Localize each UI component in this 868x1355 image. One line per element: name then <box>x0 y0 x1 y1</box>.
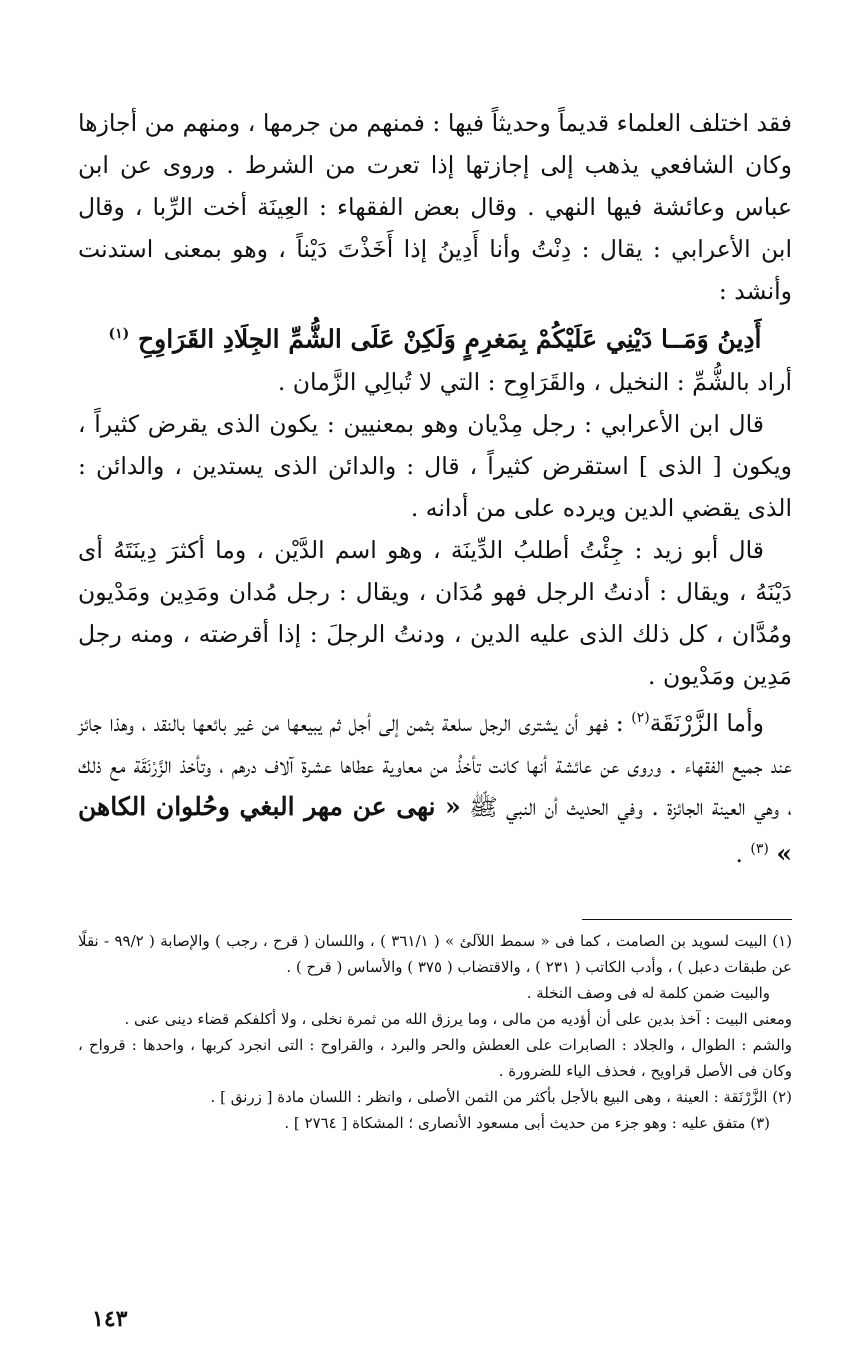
footnote-1-note-a: والبيت ضمن كلمة له فى وصف النخلة . <box>526 984 770 1002</box>
page-number: ١٤٣ <box>92 1306 128 1332</box>
paragraph-1: فقد اختلف العلماء قديماً وحديثاً فيها : فمنهم من جرمها ، ومنهم من أجازها وكان الشافعي يذهب إلى إجازتها إذا تعرت من الشرط . وروى عن ابن عباس وعائشة فيها النهي . وقال بعض الفقهاء : العِينَة أخت الرِّبا ، وقال ابن الأعرابي : يقال : دِنْتُ وأنا أَدِينُ إذا أَخَذْتَ دَيْناً ، وهو بمعنى استدنت وأنشد : <box>78 109 792 305</box>
footnote-3: (٣) متفق عليه : وهو جزء من حديث أبى مسعود الأنصارى ؛ المشكاة [ ٢٧٦٤ ] . <box>284 1114 770 1132</box>
paragraph-4: قال أبو زيد : جِئْتُ أطلبُ الدِّينَة ، وهو اسم الدَّيْن ، وما أكثرَ دِينَتَهُ أى دَيْنَهُ ، ويقال : أدنتُ الرجل فهو مُدَان ، ويقال : رجل مُدان ومَدِين ومَدْيون ومُدَّان ، كل ذلك الذى عليه الدين ، ودنتُ الرجلَ : إذا أقرضته ، ومنه رجل مَدِين ومَدْيون . <box>78 536 792 691</box>
footnote-1-note-b: ومعنى البيت : آخذ بدين على أن أؤديه من مالى ، وما يرزق الله من ثمرة نخلى ، ولا أكلفكم قضاء دينى عنى . <box>124 1010 792 1028</box>
paragraph-5-start: وأما الزَّرْنَقَة <box>649 709 764 738</box>
verse-line <box>78 312 792 361</box>
footnote-1-note-c: والشم : الطوال ، والجلاد : الصابرات على العطش والحر والبرد ، والقراوح : التى انجرد كربها ، واحدها : قرواح ، وكان فى الأصل قراويح ، فحذف الياء للضرورة . <box>78 1036 792 1080</box>
footnote-ref-2[interactable]: (٢) <box>631 710 650 727</box>
verse-text: أَدِينُ وَمَــا دَيْنِي عَلَيْكُمْ بِمَغرِمٍ وَلَكِنْ عَلَى الشُّمِّ الجِلَادِ القَرَاوِحِ <box>138 324 762 354</box>
footnote-ref-3[interactable]: (٣) <box>750 841 769 858</box>
main-text <box>78 102 792 875</box>
footnote-divider <box>582 919 792 920</box>
footnote-ref-1[interactable]: (١) <box>108 326 130 342</box>
paragraph-3: قال ابن الأعرابي : رجل مِدْيان وهو بمعنيين : يكون الذى يقرض كثيراً ، ويكون [ الذى ] استقرض كثيراً ، قال : والدائن الذى يستدين ، والدائن : الذى يقضي الدين ويرده على من أدانه . <box>78 410 792 523</box>
paragraph-5 <box>78 697 792 875</box>
footnote-1: (١) البيت لسويد بن الصامت ، كما فى « سمط اللآلئ » ( ٣٦١/١ ) ، واللسان ( قرح ، رجب ) والإصابة ( ٩٩/٢ - نقلًا عن طبقات دعبل ) ، وأدب الكاتب ( ٢٣١ ) ، والاقتضاب ( ٣٧٥ ) والأساس ( قرح ) . <box>78 932 792 976</box>
paragraph-2: أراد بالشُّمِّ : النخيل ، والقَرَاوِح : التي لا تُبالِي الزَّمان . <box>277 368 792 397</box>
paragraph-5-end: . <box>735 839 751 868</box>
hadith-phrase: « نهى عن مهر البغي وحُلوان الكاهن » <box>78 792 792 868</box>
footnote-2: (٢) الزَّرْنَقة : العينة ، وهى البيع بالأجل بأكثر من الثمن الأصلى ، وانظر : اللسان مادة [ زرنق ] . <box>210 1088 792 1106</box>
paragraph-5-rest: : فهو أن يشترى الرجل سلعة بثمن إلى أجل ثم يبيعها من غير بائعها بالنقد ، وهذا جائز عند جميع الفقهاء . وروى عن عائشة أنها كانت تأخذُ من معاوية عطاها عشرة آلاف درهم ، وتأخذ الزَّرْنَقَة مع ذلك ، وهي العينة الجائزة . وفي الحديث أن النبي ﷺ <box>78 709 792 822</box>
footnotes-section <box>78 928 792 1136</box>
